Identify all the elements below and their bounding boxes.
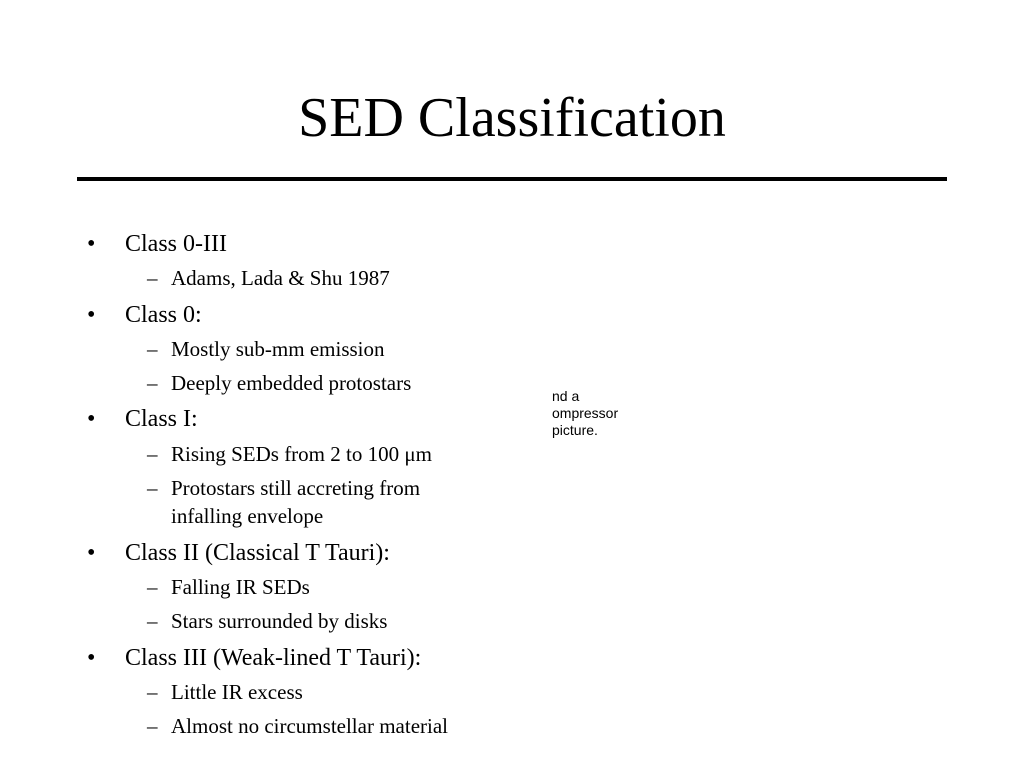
missing-image-placeholder [552,388,662,444]
dash-marker: – [147,266,158,290]
sub-bullet-text: Deeply embedded protostars [171,371,412,395]
sub-bullet-text: Adams, Lada & Shu 1987 [171,266,390,290]
bullet-text: Class I: [125,406,198,432]
dash-marker: – [147,714,158,738]
dash-marker: – [147,442,158,466]
dash-marker: – [147,609,158,633]
bullet-text: Class II (Classical T Tauri): [125,540,390,566]
sub-bullet-text: Rising SEDs from 2 to 100 μm [171,442,432,466]
bullet-marker: • [87,231,96,257]
placeholder-line: nd a [552,388,580,404]
bullet-text: Class 0: [125,302,202,328]
sub-bullet-text-continuation: infalling envelope [171,504,324,528]
sub-bullet-text: Stars surrounded by disks [171,609,388,633]
slide-title: SED Classification [298,87,726,149]
bullet-text: Class III (Weak-lined T Tauri): [125,645,422,671]
dash-marker: – [147,476,158,500]
sub-bullet-text: Falling IR SEDs [171,575,310,599]
bullet-marker: • [87,540,96,566]
sub-bullet-text: Protostars still accreting from [171,476,421,500]
placeholder-line: ompressor [552,405,619,421]
bullet-text: Class 0-III [125,231,227,257]
sub-bullet-text: Little IR excess [171,680,303,704]
dash-marker: – [147,575,158,599]
sub-bullet-text: Mostly sub-mm emission [171,337,385,361]
bullet-marker: • [87,302,96,328]
dash-marker: – [147,337,158,361]
bullet-marker: • [87,645,96,671]
dash-marker: – [147,680,158,704]
placeholder-line: picture. [552,422,598,438]
bullet-marker: • [87,406,96,432]
dash-marker: – [147,371,158,395]
sub-bullet-text: Almost no circumstellar material [171,714,448,738]
